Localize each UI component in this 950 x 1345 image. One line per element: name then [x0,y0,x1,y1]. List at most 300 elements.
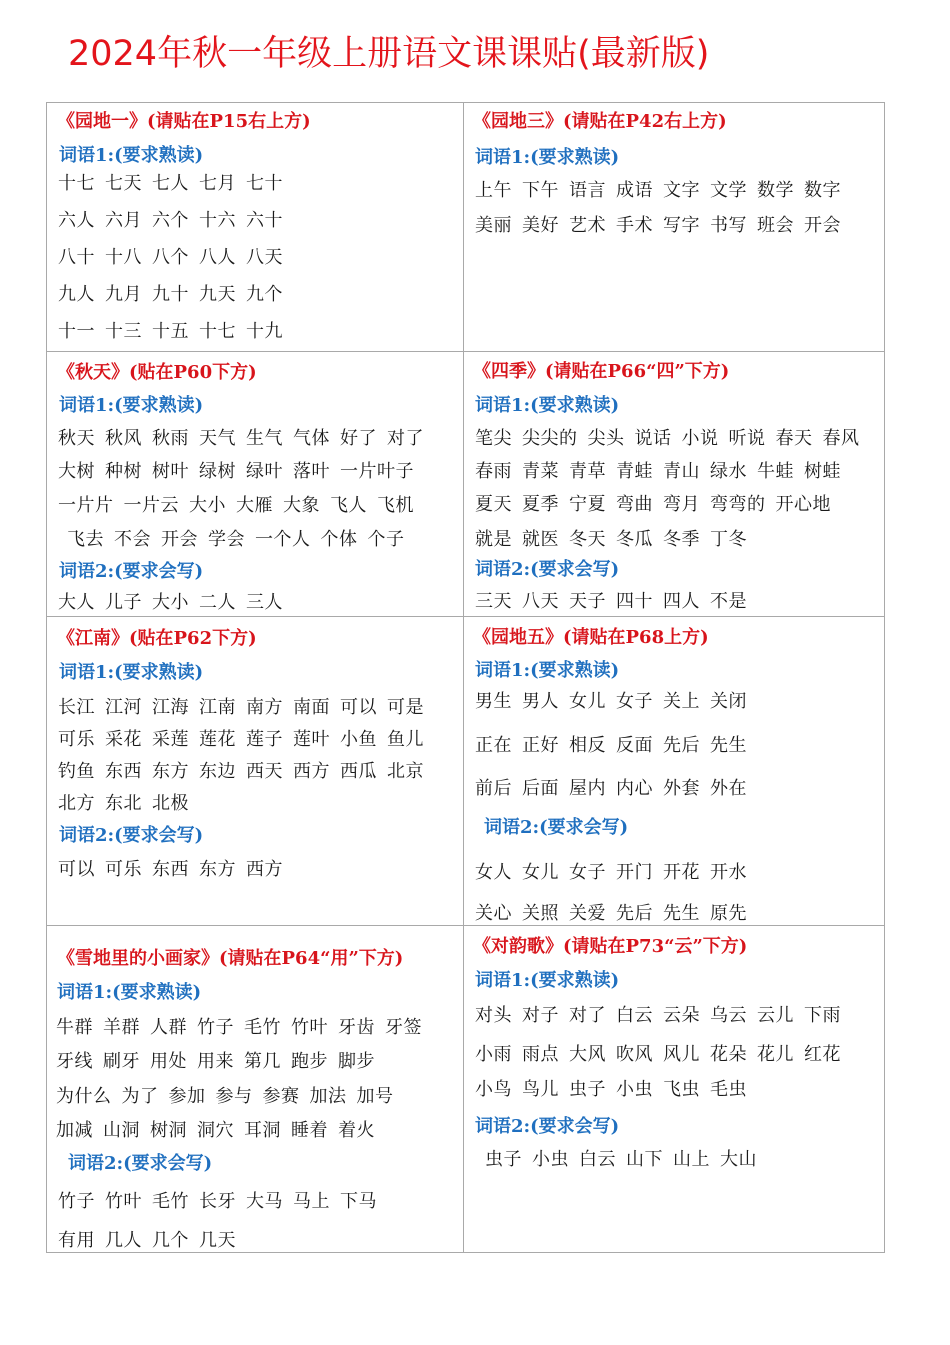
word: 竹叶 [291,1017,328,1038]
word: 女儿 [569,691,606,712]
word: 莲花 [199,729,236,750]
word: 夏天 [475,494,512,515]
word: 青蛙 [616,461,653,482]
word: 几天 [199,1230,236,1251]
row-divider [47,351,884,352]
word: 九人 [58,284,95,305]
word: 牙签 [385,1017,422,1038]
word: 七十 [246,173,283,194]
word: 四十 [616,591,653,612]
word: 丁冬 [710,529,747,550]
word: 一个人 [255,529,311,550]
word: 几人 [105,1230,142,1251]
words-label-read: 词语1:(要求熟读) [59,145,204,166]
word-line [58,757,434,783]
words-label-read: 词语1:(要求熟读) [59,662,204,683]
word: 手术 [616,215,653,236]
word: 下雨 [804,1005,841,1026]
word: 开花 [663,862,700,883]
word: 绿树 [199,461,236,482]
word: 宁夏 [569,494,606,515]
word-line [58,169,293,195]
word-line [475,1001,851,1027]
word-line [475,587,757,613]
word: 东方 [152,761,189,782]
word-line [58,280,293,306]
word-line [56,1116,385,1142]
word: 一片叶子 [340,461,414,482]
word: 四人 [663,591,700,612]
word: 雨点 [522,1044,559,1065]
section-heading: 《四季》(请贴在P66“四”下方) [473,361,730,382]
word: 内心 [616,778,653,799]
section-heading: 《园地五》(请贴在P68上方) [473,627,709,648]
word: 冬瓜 [616,529,653,550]
word: 白云 [579,1149,616,1170]
word: 先生 [710,735,747,756]
word: 红花 [804,1044,841,1065]
word: 女子 [569,862,606,883]
word: 不会 [114,529,151,550]
word: 可乐 [105,859,142,880]
word-line [58,693,434,719]
word-line [56,1082,404,1108]
word: 小说 [681,428,719,449]
word: 关心 [475,903,512,924]
word: 对了 [387,428,424,449]
word: 飞人 [330,495,367,516]
word-line [58,588,293,614]
sticker-grid [46,102,885,1253]
word: 竹子 [58,1191,95,1212]
word: 北京 [387,761,424,782]
word: 鸟儿 [522,1079,559,1100]
section-heading: 《园地三》(请贴在P42右上方) [473,111,727,132]
word: 羊群 [103,1017,140,1038]
word: 一片片 [58,495,114,516]
word: 人群 [150,1017,187,1038]
word: 开心地 [775,494,831,515]
words-label-write: 词语2:(要求会写) [59,561,204,582]
word: 三天 [475,591,512,612]
word: 山洞 [103,1120,140,1141]
word: 听说 [728,428,766,449]
word: 西方 [293,761,330,782]
words-label-write: 词语2:(要求会写) [68,1153,213,1174]
word: 尖尖的 [522,428,578,449]
word: 女儿 [522,862,559,883]
word: 莲叶 [293,729,330,750]
word: 小鸟 [475,1079,512,1100]
word: 虫子 [569,1079,606,1100]
word: 采花 [105,729,142,750]
word: 秋天 [58,428,95,449]
word: 牛群 [56,1017,93,1038]
word-line [58,855,293,881]
row-divider [47,925,884,926]
word: 飞去 [67,529,104,550]
word: 关上 [663,691,700,712]
word: 屋内 [569,778,606,799]
word: 东北 [105,793,142,814]
word: 参加 [168,1086,206,1107]
word: 春雨 [475,461,512,482]
word: 几个 [152,1230,189,1251]
section-heading: 《雪地里的小画家》(请贴在P64“用”下方) [57,948,404,969]
word: 西方 [246,859,283,880]
word: 采莲 [152,729,189,750]
word: 树蛙 [804,461,841,482]
word: 弯曲 [616,494,653,515]
word: 上午 [475,180,512,201]
row-divider [47,616,884,617]
word: 班会 [757,215,794,236]
section-heading: 《对韵歌》(请贴在P73“云”下方) [473,936,748,957]
word: 就是 [475,529,512,550]
word-line [475,858,757,884]
word: 十八 [105,247,142,268]
word: 南方 [246,697,283,718]
word: 八人 [199,247,236,268]
word: 十一 [58,321,95,342]
word: 竹子 [197,1017,234,1038]
word: 飞虫 [663,1079,700,1100]
word: 下马 [340,1191,377,1212]
word: 大山 [720,1149,757,1170]
word: 天子 [569,591,606,612]
word: 莲子 [246,729,283,750]
word: 落叶 [293,461,330,482]
word: 六人 [58,210,95,231]
word: 女子 [616,691,653,712]
column-divider [463,103,464,1252]
word: 笔尖 [475,428,512,449]
word: 江南 [199,697,236,718]
word: 一片云 [123,495,179,516]
word: 六十 [246,210,283,231]
word: 天气 [199,428,236,449]
word: 小雨 [475,1044,512,1065]
words-label-read: 词语1:(要求熟读) [475,147,620,168]
word: 九个 [246,284,283,305]
section-heading: 《江南》(贴在P62下方) [57,628,257,649]
word: 鱼儿 [387,729,424,750]
word: 吹风 [616,1044,653,1065]
word: 写字 [663,215,700,236]
word: 有用 [58,1230,95,1251]
words-label-write: 词语2:(要求会写) [59,825,204,846]
word: 尖头 [587,428,625,449]
word: 树洞 [150,1120,187,1141]
word: 个体 [320,529,358,550]
word: 大小 [189,495,226,516]
word: 秋风 [105,428,142,449]
words-label-write: 词语2:(要求会写) [484,817,629,838]
word: 十五 [152,321,189,342]
word: 七人 [152,173,189,194]
word: 文学 [710,180,747,201]
words-label-read: 词语1:(要求熟读) [475,395,620,416]
words-label-read: 词语1:(要求熟读) [475,660,620,681]
word: 十六 [199,210,236,231]
word: 西天 [246,761,283,782]
word: 外在 [710,778,747,799]
word: 七天 [105,173,142,194]
word: 树叶 [152,461,189,482]
word: 书写 [710,215,747,236]
word: 青山 [663,461,700,482]
word: 东方 [199,859,236,880]
word: 冬天 [569,529,606,550]
word: 第几 [244,1051,281,1072]
word: 加号 [356,1086,394,1107]
word: 加减 [56,1120,93,1141]
word: 艺术 [569,215,606,236]
word: 先生 [663,903,700,924]
word-line [58,243,293,269]
word: 小虫 [532,1149,569,1170]
section-heading: 《秋天》(贴在P60下方) [57,362,257,383]
words-label-write: 词语2:(要求会写) [475,559,620,580]
words-label-write: 词语2:(要求会写) [475,1116,620,1137]
words-label-read: 词语1:(要求熟读) [59,395,204,416]
word: 北极 [152,793,189,814]
word: 青草 [569,461,606,482]
word: 白云 [616,1005,653,1026]
word: 睡着 [291,1120,328,1141]
words-label-read: 词语1:(要求熟读) [57,982,202,1003]
word-line [58,491,424,517]
word: 春风 [822,428,860,449]
word: 先后 [663,735,700,756]
word: 正好 [522,735,559,756]
word-line [475,899,757,925]
word: 外套 [663,778,700,799]
word: 十七 [58,173,95,194]
word: 男人 [522,691,559,712]
word: 不是 [710,591,747,612]
word-line [58,317,293,343]
word: 参与 [215,1086,253,1107]
word: 关照 [522,903,559,924]
word: 云儿 [757,1005,794,1026]
word-line [485,1145,767,1171]
word-line [58,1187,387,1213]
word: 个子 [367,529,405,550]
word: 花朵 [710,1044,747,1065]
word: 乌云 [710,1005,747,1026]
word: 大风 [569,1044,606,1065]
word: 气体 [293,428,330,449]
word: 关爱 [569,903,606,924]
word: 弯弯的 [710,494,766,515]
word-line [67,525,415,551]
word: 六月 [105,210,142,231]
word-line [475,525,757,551]
word: 山上 [673,1149,710,1170]
word: 大马 [246,1191,283,1212]
word-line [58,457,424,483]
word: 用来 [197,1051,234,1072]
word: 八个 [152,247,189,268]
word: 弯月 [663,494,700,515]
word: 为什么 [56,1086,112,1107]
word: 大象 [283,495,320,516]
word: 开水 [710,862,747,883]
word-line [475,1075,757,1101]
word: 可是 [387,697,424,718]
word: 可乐 [58,729,95,750]
word-line [475,1040,851,1066]
word: 六个 [152,210,189,231]
word: 洞穴 [197,1120,234,1141]
word: 着火 [338,1120,375,1141]
word: 九十 [152,284,189,305]
word: 原先 [710,903,747,924]
word: 春天 [775,428,813,449]
word: 语言 [569,180,606,201]
word: 可以 [58,859,95,880]
words-label-read: 词语1:(要求熟读) [475,970,620,991]
word: 江河 [105,697,142,718]
word: 牛蛙 [757,461,794,482]
word: 八天 [246,247,283,268]
word: 绿叶 [246,461,283,482]
word: 对子 [522,1005,559,1026]
word: 大雁 [236,495,273,516]
word-line [58,206,293,232]
word: 秋雨 [152,428,189,449]
word-line [475,457,851,483]
word: 反面 [616,735,653,756]
word: 夏季 [522,494,559,515]
word: 参赛 [262,1086,300,1107]
word: 毛竹 [152,1191,189,1212]
word: 云朵 [663,1005,700,1026]
word: 数学 [757,180,794,201]
word: 二人 [199,592,236,613]
word: 前后 [475,778,512,799]
word: 冬季 [663,529,700,550]
word: 下午 [522,180,559,201]
word: 毛虫 [710,1079,747,1100]
word: 大人 [58,592,95,613]
word: 山下 [626,1149,663,1170]
word: 加法 [309,1086,347,1107]
word: 风儿 [663,1044,700,1065]
word: 虫子 [485,1149,522,1170]
word: 花儿 [757,1044,794,1065]
word: 文字 [663,180,700,201]
word: 美好 [522,215,559,236]
word: 长江 [58,697,95,718]
word-line [56,1047,385,1073]
word-line [475,490,841,516]
word: 开门 [616,862,653,883]
word-line [58,789,199,815]
word: 关闭 [710,691,747,712]
word: 正在 [475,735,512,756]
word: 东西 [105,761,142,782]
word: 九天 [199,284,236,305]
word-line [475,424,870,450]
word: 江海 [152,697,189,718]
word: 开会 [161,529,198,550]
word: 八天 [522,591,559,612]
word: 脚步 [338,1051,375,1072]
word: 成语 [616,180,653,201]
word: 男生 [475,691,512,712]
word: 说话 [634,428,672,449]
word-line [58,725,434,751]
word-line [475,774,757,800]
word: 可以 [340,697,377,718]
word: 十三 [105,321,142,342]
word: 对了 [569,1005,606,1026]
word: 长牙 [199,1191,236,1212]
word: 为了 [121,1086,159,1107]
word: 三人 [246,592,283,613]
word: 钓鱼 [58,761,95,782]
word: 飞机 [377,495,414,516]
word-line [475,731,757,757]
word: 东边 [199,761,236,782]
word: 小鱼 [340,729,377,750]
word-line [475,211,851,237]
word: 学会 [208,529,245,550]
word: 先后 [616,903,653,924]
word: 马上 [293,1191,330,1212]
word: 十九 [246,321,283,342]
word: 跑步 [291,1051,328,1072]
word-line [475,687,757,713]
word: 就医 [522,529,559,550]
word: 十七 [199,321,236,342]
word: 开会 [804,215,841,236]
word: 大树 [58,461,95,482]
word: 相反 [569,735,606,756]
word: 美丽 [475,215,512,236]
word: 北方 [58,793,95,814]
word: 对头 [475,1005,512,1026]
word: 九月 [105,284,142,305]
word: 耳洞 [244,1120,281,1141]
word: 用处 [150,1051,187,1072]
word: 七月 [199,173,236,194]
word: 女人 [475,862,512,883]
word: 儿子 [105,592,142,613]
word: 西瓜 [340,761,377,782]
word: 南面 [293,697,330,718]
word-line [58,1226,246,1252]
word: 后面 [522,778,559,799]
word: 大小 [152,592,189,613]
word: 刷牙 [103,1051,140,1072]
word: 小虫 [616,1079,653,1100]
word: 牙线 [56,1051,93,1072]
word: 好了 [340,428,377,449]
word: 毛竹 [244,1017,281,1038]
word: 八十 [58,247,95,268]
word: 数字 [804,180,841,201]
word-line [475,176,851,202]
word: 青菜 [522,461,559,482]
word-line [56,1013,432,1039]
word-line [58,424,434,450]
page-title: 2024年秋一年级上册语文课课贴(最新版) [68,34,710,74]
word: 绿水 [710,461,747,482]
word: 东西 [152,859,189,880]
